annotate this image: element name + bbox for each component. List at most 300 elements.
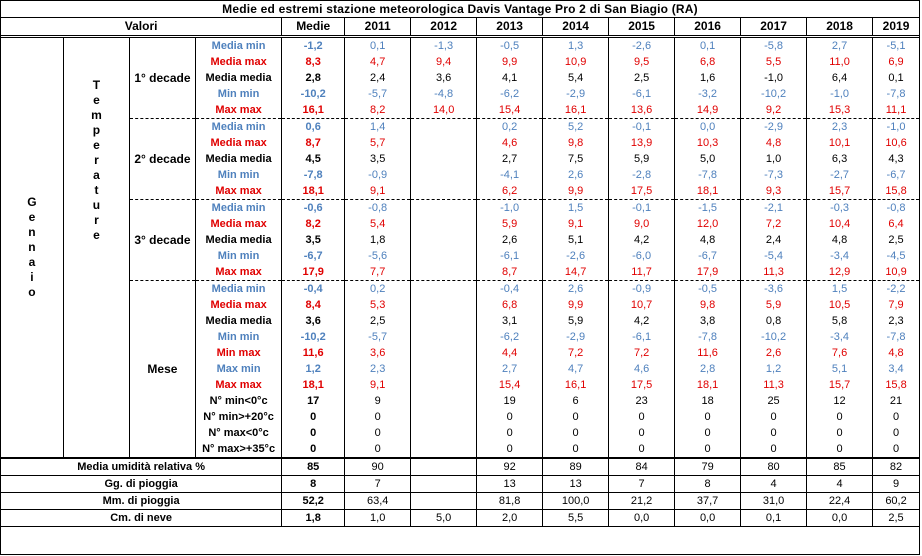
header-year: 2012 bbox=[411, 18, 477, 37]
month-letter: e bbox=[28, 210, 36, 224]
value-cell: 1,5 bbox=[807, 281, 873, 298]
value-cell: 5,3 bbox=[345, 297, 411, 313]
value-cell bbox=[411, 377, 477, 393]
value-cell: 7,6 bbox=[807, 345, 873, 361]
value-cell: 2,8 bbox=[675, 361, 741, 377]
value-cell: 6,8 bbox=[675, 54, 741, 70]
value-cell: 17,9 bbox=[675, 264, 741, 281]
value-cell: 10,9 bbox=[543, 54, 609, 70]
value-cell: 10,1 bbox=[807, 135, 873, 151]
value-cell: 4,4 bbox=[477, 345, 543, 361]
value-cell: 6,4 bbox=[807, 70, 873, 86]
summary-value-cell: 60,2 bbox=[873, 493, 920, 510]
value-cell: 14,0 bbox=[411, 102, 477, 119]
value-cell: 4,8 bbox=[807, 232, 873, 248]
value-cell: 18,1 bbox=[675, 377, 741, 393]
row-label: Media media bbox=[195, 313, 281, 329]
value-cell: 11,7 bbox=[609, 264, 675, 281]
value-cell: 9,4 bbox=[411, 54, 477, 70]
value-cell: 11,1 bbox=[873, 102, 920, 119]
value-cell: 4,2 bbox=[609, 232, 675, 248]
month-label bbox=[1, 37, 64, 459]
month-letter: o bbox=[28, 285, 36, 299]
table-row bbox=[1, 281, 920, 298]
header-year: 2017 bbox=[741, 18, 807, 37]
month-letter: a bbox=[28, 255, 36, 269]
medie-cell: 18,1 bbox=[282, 183, 345, 200]
summary-value-cell: 0,0 bbox=[807, 510, 873, 527]
row-label: N° max<0°c bbox=[195, 425, 281, 441]
value-cell: 2,6 bbox=[543, 167, 609, 183]
summary-value-cell: 13 bbox=[477, 476, 543, 493]
value-cell: -1,0 bbox=[873, 119, 920, 136]
value-cell: -4,8 bbox=[411, 86, 477, 102]
value-cell: 9,9 bbox=[543, 183, 609, 200]
summary-value-cell: 21,2 bbox=[609, 493, 675, 510]
value-cell: 0 bbox=[873, 409, 920, 425]
month-letter: i bbox=[30, 270, 34, 284]
header-year: 2016 bbox=[675, 18, 741, 37]
value-cell: 2,5 bbox=[609, 70, 675, 86]
row-label: Media min bbox=[195, 200, 281, 217]
value-cell: -10,2 bbox=[741, 86, 807, 102]
summary-value-cell: 82 bbox=[873, 458, 920, 476]
value-cell: 2,6 bbox=[543, 281, 609, 298]
row-label: Max max bbox=[195, 183, 281, 200]
value-cell: -1,0 bbox=[741, 70, 807, 86]
value-cell: 0 bbox=[543, 441, 609, 458]
category-letter: a bbox=[93, 168, 100, 182]
summary-value-cell: 9 bbox=[873, 476, 920, 493]
value-cell bbox=[411, 409, 477, 425]
row-label: Media max bbox=[195, 54, 281, 70]
value-cell: -0,3 bbox=[807, 200, 873, 217]
value-cell: -2,6 bbox=[543, 248, 609, 264]
value-cell: -1,0 bbox=[477, 200, 543, 217]
category-letter: m bbox=[91, 108, 102, 122]
value-cell bbox=[411, 119, 477, 136]
row-label: Max min bbox=[195, 361, 281, 377]
value-cell: -0,8 bbox=[873, 200, 920, 217]
summary-medie-cell: 1,8 bbox=[282, 510, 345, 527]
value-cell: 8,7 bbox=[477, 264, 543, 281]
value-cell: -6,1 bbox=[609, 86, 675, 102]
medie-cell: 3,5 bbox=[282, 232, 345, 248]
value-cell: 15,8 bbox=[873, 183, 920, 200]
value-cell bbox=[411, 393, 477, 409]
value-cell bbox=[411, 264, 477, 281]
summary-value-cell: 0,0 bbox=[675, 510, 741, 527]
value-cell: 16,1 bbox=[543, 102, 609, 119]
value-cell: 15,7 bbox=[807, 377, 873, 393]
summary-value-cell: 80 bbox=[741, 458, 807, 476]
value-cell: 9,5 bbox=[609, 54, 675, 70]
summary-medie-cell: 85 bbox=[282, 458, 345, 476]
value-cell: 2,7 bbox=[477, 361, 543, 377]
value-cell: 11,6 bbox=[675, 345, 741, 361]
period-label: 3° decade bbox=[129, 200, 195, 281]
summary-value-cell: 89 bbox=[543, 458, 609, 476]
value-cell: 0 bbox=[477, 441, 543, 458]
value-cell: 4,3 bbox=[873, 151, 920, 167]
header-year: 2013 bbox=[477, 18, 543, 37]
summary-value-cell: 5,0 bbox=[411, 510, 477, 527]
row-label: Max max bbox=[195, 102, 281, 119]
summary-label: Cm. di neve bbox=[1, 510, 282, 527]
summary-value-cell: 85 bbox=[807, 458, 873, 476]
header-year: 2011 bbox=[345, 18, 411, 37]
value-cell: 6,3 bbox=[807, 151, 873, 167]
value-cell: 5,9 bbox=[543, 313, 609, 329]
summary-label: Mm. di pioggia bbox=[1, 493, 282, 510]
category-label bbox=[63, 37, 129, 459]
value-cell bbox=[411, 200, 477, 217]
row-label: Media min bbox=[195, 119, 281, 136]
value-cell: -2,8 bbox=[609, 167, 675, 183]
value-cell: 9,8 bbox=[543, 135, 609, 151]
value-cell: 21 bbox=[873, 393, 920, 409]
value-cell: 2,7 bbox=[807, 37, 873, 55]
medie-cell: 0 bbox=[282, 441, 345, 458]
value-cell: 4,2 bbox=[609, 313, 675, 329]
value-cell: 10,7 bbox=[609, 297, 675, 313]
value-cell: 10,6 bbox=[873, 135, 920, 151]
value-cell: -0,5 bbox=[477, 37, 543, 55]
value-cell bbox=[411, 361, 477, 377]
value-cell: 14,7 bbox=[543, 264, 609, 281]
value-cell: 10,9 bbox=[873, 264, 920, 281]
value-cell: 0,2 bbox=[345, 281, 411, 298]
value-cell: 2,3 bbox=[873, 313, 920, 329]
value-cell: -5,7 bbox=[345, 329, 411, 345]
value-cell: 25 bbox=[741, 393, 807, 409]
medie-cell: 0 bbox=[282, 409, 345, 425]
value-cell: 4,8 bbox=[741, 135, 807, 151]
value-cell: 15,3 bbox=[807, 102, 873, 119]
value-cell: 16,1 bbox=[543, 377, 609, 393]
medie-cell: 11,6 bbox=[282, 345, 345, 361]
value-cell: -4,1 bbox=[477, 167, 543, 183]
value-cell: 5,4 bbox=[543, 70, 609, 86]
value-cell: 5,7 bbox=[345, 135, 411, 151]
value-cell: -2,9 bbox=[543, 329, 609, 345]
value-cell: 7,7 bbox=[345, 264, 411, 281]
value-cell bbox=[411, 441, 477, 458]
value-cell: 0 bbox=[675, 409, 741, 425]
header-medie: Medie bbox=[282, 18, 345, 37]
value-cell: 6,4 bbox=[873, 216, 920, 232]
category-letter: r bbox=[94, 213, 99, 227]
medie-cell: 2,8 bbox=[282, 70, 345, 86]
medie-cell: 18,1 bbox=[282, 377, 345, 393]
value-cell bbox=[411, 313, 477, 329]
value-cell: 11,3 bbox=[741, 264, 807, 281]
value-cell: 3,1 bbox=[477, 313, 543, 329]
medie-cell: -0,6 bbox=[282, 200, 345, 217]
value-cell bbox=[411, 425, 477, 441]
value-cell: 1,3 bbox=[543, 37, 609, 55]
value-cell bbox=[411, 135, 477, 151]
category-letter: e bbox=[93, 228, 100, 242]
summary-value-cell: 63,4 bbox=[345, 493, 411, 510]
value-cell: 0 bbox=[543, 425, 609, 441]
medie-cell: 17,9 bbox=[282, 264, 345, 281]
value-cell: 6,2 bbox=[477, 183, 543, 200]
header-year: 2019 bbox=[873, 18, 920, 37]
medie-cell: 8,2 bbox=[282, 216, 345, 232]
medie-cell: 0,6 bbox=[282, 119, 345, 136]
value-cell: 4,6 bbox=[609, 361, 675, 377]
value-cell: -10,2 bbox=[741, 329, 807, 345]
value-cell: 0 bbox=[609, 441, 675, 458]
value-cell: 6,8 bbox=[477, 297, 543, 313]
summary-medie-cell: 8 bbox=[282, 476, 345, 493]
value-cell: 9,2 bbox=[741, 102, 807, 119]
page-title: Medie ed estremi stazione meteorologica Davis Vantage Pro 2 di San Biagio (RA) bbox=[1, 1, 920, 18]
value-cell bbox=[411, 329, 477, 345]
value-cell: 0 bbox=[741, 441, 807, 458]
medie-cell: 0 bbox=[282, 425, 345, 441]
summary-value-cell: 2,5 bbox=[873, 510, 920, 527]
summary-value-cell: 37,7 bbox=[675, 493, 741, 510]
value-cell: 0,1 bbox=[675, 37, 741, 55]
summary-value-cell: 22,4 bbox=[807, 493, 873, 510]
value-cell: -5,8 bbox=[741, 37, 807, 55]
row-label: Min min bbox=[195, 86, 281, 102]
row-label: Media max bbox=[195, 216, 281, 232]
value-cell: 2,7 bbox=[477, 151, 543, 167]
value-cell: 5,0 bbox=[675, 151, 741, 167]
value-cell: -0,8 bbox=[345, 200, 411, 217]
summary-value-cell: 81,8 bbox=[477, 493, 543, 510]
category-letter: p bbox=[92, 123, 101, 137]
value-cell: 4,1 bbox=[477, 70, 543, 86]
medie-cell: -6,7 bbox=[282, 248, 345, 264]
value-cell: 5,9 bbox=[477, 216, 543, 232]
value-cell: 7,5 bbox=[543, 151, 609, 167]
value-cell: -2,9 bbox=[741, 119, 807, 136]
value-cell: 0 bbox=[345, 441, 411, 458]
value-cell: 2,3 bbox=[807, 119, 873, 136]
summary-row bbox=[1, 510, 920, 527]
value-cell: -1,5 bbox=[675, 200, 741, 217]
summary-value-cell: 13 bbox=[543, 476, 609, 493]
value-cell: 3,4 bbox=[873, 361, 920, 377]
value-cell: 0 bbox=[873, 425, 920, 441]
row-label: Media min bbox=[195, 37, 281, 55]
value-cell: -7,8 bbox=[873, 86, 920, 102]
row-label: Media max bbox=[195, 135, 281, 151]
value-cell: 15,4 bbox=[477, 102, 543, 119]
value-cell: -6,7 bbox=[675, 248, 741, 264]
value-cell: -3,4 bbox=[807, 248, 873, 264]
value-cell: -2,9 bbox=[543, 86, 609, 102]
value-cell: -7,8 bbox=[873, 329, 920, 345]
value-cell: -3,4 bbox=[807, 329, 873, 345]
period-label: 2° decade bbox=[129, 119, 195, 200]
value-cell: 1,6 bbox=[675, 70, 741, 86]
value-cell: 0 bbox=[675, 425, 741, 441]
value-cell: -3,6 bbox=[741, 281, 807, 298]
row-label: N° min<0°c bbox=[195, 393, 281, 409]
value-cell: -5,1 bbox=[873, 37, 920, 55]
month-letter: G bbox=[27, 195, 37, 209]
value-cell: 7,2 bbox=[741, 216, 807, 232]
value-cell: 9 bbox=[345, 393, 411, 409]
value-cell: 5,1 bbox=[543, 232, 609, 248]
value-cell: 11,0 bbox=[807, 54, 873, 70]
value-cell: -1,3 bbox=[411, 37, 477, 55]
value-cell bbox=[411, 297, 477, 313]
value-cell: 5,5 bbox=[741, 54, 807, 70]
month-letter: n bbox=[28, 240, 36, 254]
table-row bbox=[1, 37, 920, 55]
value-cell: 4,8 bbox=[675, 232, 741, 248]
row-label: Media media bbox=[195, 232, 281, 248]
value-cell: -2,6 bbox=[609, 37, 675, 55]
value-cell: -5,7 bbox=[345, 86, 411, 102]
summary-value-cell: 84 bbox=[609, 458, 675, 476]
value-cell bbox=[411, 232, 477, 248]
category-letter: e bbox=[93, 138, 100, 152]
value-cell: 9,0 bbox=[609, 216, 675, 232]
value-cell: 13,6 bbox=[609, 102, 675, 119]
value-cell: 0,1 bbox=[873, 70, 920, 86]
value-cell: 1,2 bbox=[741, 361, 807, 377]
value-cell: 2,5 bbox=[345, 313, 411, 329]
value-cell: 9,8 bbox=[675, 297, 741, 313]
summary-row bbox=[1, 476, 920, 493]
month-vertical-text bbox=[27, 195, 36, 300]
value-cell: -5,4 bbox=[741, 248, 807, 264]
medie-cell: -10,2 bbox=[282, 86, 345, 102]
value-cell: -6,0 bbox=[609, 248, 675, 264]
medie-cell: 16,1 bbox=[282, 102, 345, 119]
value-cell: 23 bbox=[609, 393, 675, 409]
value-cell: 3,6 bbox=[345, 345, 411, 361]
value-cell: 5,9 bbox=[741, 297, 807, 313]
row-label: Min min bbox=[195, 167, 281, 183]
value-cell: -2,1 bbox=[741, 200, 807, 217]
row-label: Media max bbox=[195, 297, 281, 313]
value-cell: 0 bbox=[873, 441, 920, 458]
value-cell bbox=[411, 281, 477, 298]
value-cell bbox=[411, 151, 477, 167]
category-vertical-text bbox=[91, 78, 102, 243]
value-cell: 10,5 bbox=[807, 297, 873, 313]
summary-value-cell: 100,0 bbox=[543, 493, 609, 510]
value-cell: 2,5 bbox=[873, 232, 920, 248]
value-cell: 15,7 bbox=[807, 183, 873, 200]
summary-value-cell: 2,0 bbox=[477, 510, 543, 527]
summary-value-cell: 7 bbox=[345, 476, 411, 493]
value-cell: -7,8 bbox=[675, 329, 741, 345]
value-cell: 0 bbox=[477, 425, 543, 441]
value-cell: -5,6 bbox=[345, 248, 411, 264]
row-label: Media media bbox=[195, 151, 281, 167]
value-cell: 2,3 bbox=[345, 361, 411, 377]
medie-cell: -10,2 bbox=[282, 329, 345, 345]
value-cell: 2,6 bbox=[741, 345, 807, 361]
value-cell: 12 bbox=[807, 393, 873, 409]
medie-cell: 8,7 bbox=[282, 135, 345, 151]
value-cell: 0 bbox=[609, 409, 675, 425]
header-year: 2018 bbox=[807, 18, 873, 37]
value-cell: 0,2 bbox=[477, 119, 543, 136]
summary-value-cell: 4 bbox=[741, 476, 807, 493]
value-cell: -2,7 bbox=[807, 167, 873, 183]
summary-label: Gg. di pioggia bbox=[1, 476, 282, 493]
value-cell: -6,7 bbox=[873, 167, 920, 183]
value-cell: 4,7 bbox=[345, 54, 411, 70]
value-cell: 6 bbox=[543, 393, 609, 409]
category-letter: u bbox=[92, 198, 101, 212]
value-cell bbox=[411, 167, 477, 183]
value-cell: 2,4 bbox=[345, 70, 411, 86]
value-cell: 0 bbox=[807, 441, 873, 458]
category-letter: r bbox=[94, 153, 99, 167]
summary-row bbox=[1, 493, 920, 510]
medie-cell: 8,4 bbox=[282, 297, 345, 313]
value-cell bbox=[411, 216, 477, 232]
value-cell: 5,9 bbox=[609, 151, 675, 167]
row-label: Min min bbox=[195, 248, 281, 264]
table-row bbox=[1, 119, 920, 136]
row-label: Media media bbox=[195, 70, 281, 86]
value-cell: 9,9 bbox=[477, 54, 543, 70]
header-valori: Valori bbox=[1, 18, 282, 37]
period-label: 1° decade bbox=[129, 37, 195, 119]
summary-value-cell: 5,5 bbox=[543, 510, 609, 527]
month-letter: n bbox=[28, 225, 36, 239]
value-cell: 3,6 bbox=[411, 70, 477, 86]
value-cell: 0 bbox=[543, 409, 609, 425]
value-cell: 0 bbox=[807, 425, 873, 441]
value-cell: -6,2 bbox=[477, 329, 543, 345]
value-cell: 0 bbox=[477, 409, 543, 425]
value-cell: 5,2 bbox=[543, 119, 609, 136]
value-cell: -7,3 bbox=[741, 167, 807, 183]
value-cell: 3,5 bbox=[345, 151, 411, 167]
medie-cell: 3,6 bbox=[282, 313, 345, 329]
value-cell: 8,2 bbox=[345, 102, 411, 119]
summary-value-cell: 7 bbox=[609, 476, 675, 493]
value-cell: 0,1 bbox=[345, 37, 411, 55]
row-label: N° min>+20°c bbox=[195, 409, 281, 425]
value-cell: 2,6 bbox=[477, 232, 543, 248]
value-cell: 11,3 bbox=[741, 377, 807, 393]
summary-value-cell: 79 bbox=[675, 458, 741, 476]
value-cell: 12,0 bbox=[675, 216, 741, 232]
row-label: Min max bbox=[195, 345, 281, 361]
row-label: N° max>+35°c bbox=[195, 441, 281, 458]
value-cell: 0 bbox=[741, 425, 807, 441]
value-cell: 18,1 bbox=[675, 183, 741, 200]
summary-value-cell: 0,0 bbox=[609, 510, 675, 527]
value-cell: 7,9 bbox=[873, 297, 920, 313]
summary-value-cell bbox=[411, 476, 477, 493]
value-cell: -6,2 bbox=[477, 86, 543, 102]
value-cell: 3,8 bbox=[675, 313, 741, 329]
value-cell: 1,8 bbox=[345, 232, 411, 248]
value-cell: 9,9 bbox=[543, 297, 609, 313]
value-cell: 10,4 bbox=[807, 216, 873, 232]
value-cell: -6,1 bbox=[609, 329, 675, 345]
value-cell: 1,5 bbox=[543, 200, 609, 217]
value-cell: 15,8 bbox=[873, 377, 920, 393]
table-row bbox=[1, 200, 920, 217]
value-cell: -0,5 bbox=[675, 281, 741, 298]
